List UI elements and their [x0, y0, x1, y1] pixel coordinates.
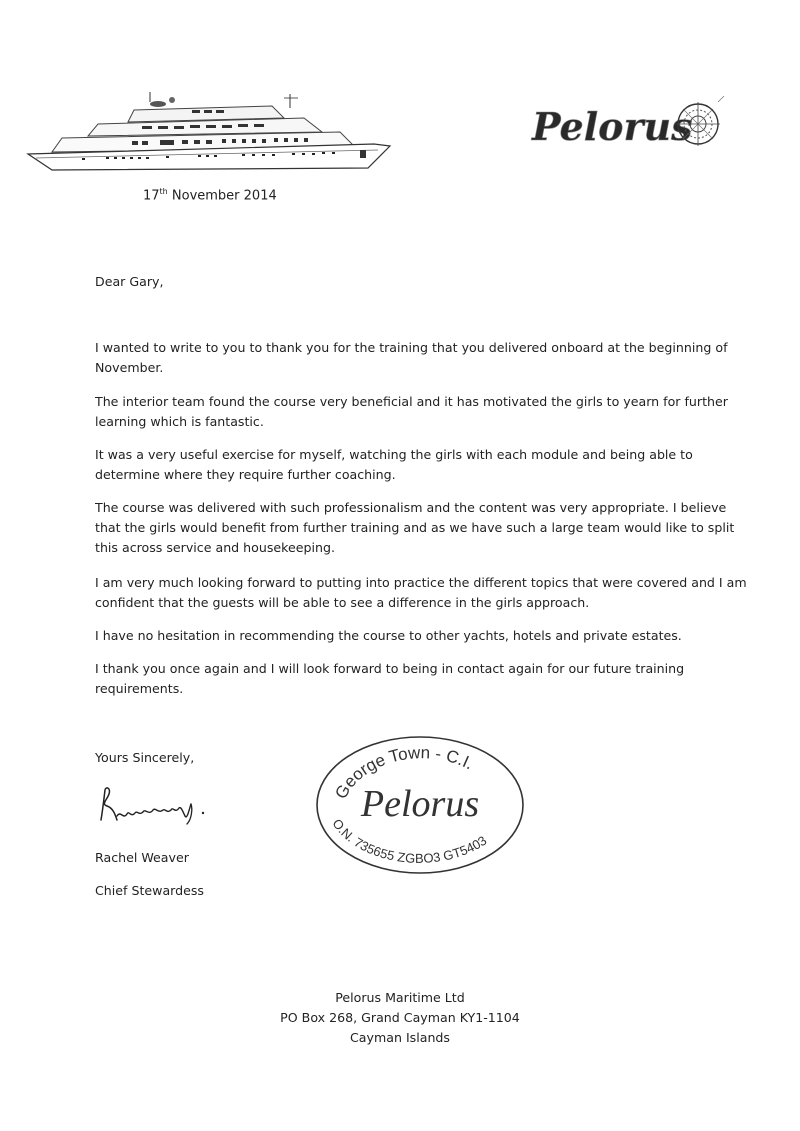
footer-address: PO Box 268, Grand Cayman KY1-1104	[280, 1010, 520, 1025]
stamp-top-text: George Town - C.I.	[331, 743, 477, 803]
body-paragraph	[95, 338, 728, 378]
yacht-illustration	[22, 88, 400, 174]
date-day: 17	[143, 188, 160, 204]
paragraph-line: determine where they require further coaching.	[95, 467, 396, 482]
company-footer	[240, 988, 560, 1048]
body-paragraph	[95, 659, 684, 699]
paragraph-line: November.	[95, 360, 164, 375]
stamp-center-text: Pelorus	[360, 783, 480, 825]
stamp-bottom-text: O.N. 735655 ZGBO3 GT5403	[329, 816, 490, 866]
signer-title: Chief Stewardess	[95, 883, 204, 898]
letter-date	[143, 187, 277, 203]
paragraph-line: this across service and housekeeping.	[95, 540, 335, 555]
paragraph-line: I am very much looking forward to putting into practice the different topics that were covered and I am	[95, 575, 747, 590]
signer-name: Rachel Weaver	[95, 850, 189, 865]
salutation: Dear Gary,	[95, 274, 164, 289]
paragraph-line: confident that the guests will be able to see a difference in the girls approach.	[95, 595, 590, 610]
footer-company-name: Pelorus Maritime Ltd	[335, 990, 465, 1005]
ship-stamp	[314, 734, 526, 876]
date-suffix: th	[159, 187, 168, 196]
paragraph-line: I wanted to write to you to thank you for the training that you delivered onboard at the beginning of	[95, 340, 728, 355]
footer-country: Cayman Islands	[350, 1030, 450, 1045]
body-paragraph	[95, 498, 734, 558]
body-paragraph	[95, 573, 747, 613]
paragraph-line: I thank you once again and I will look forward to being in contact again for our future training	[95, 661, 685, 676]
pelorus-logo	[528, 96, 734, 156]
paragraph-line: The interior team found the course very beneficial and it has motivated the girls to yearn for further	[95, 394, 728, 409]
paragraph-line: learning which is fantastic.	[95, 414, 264, 429]
closing: Yours Sincerely,	[95, 750, 195, 765]
paragraph-line: I have no hesitation in recommending the course to other yachts, hotels and private estates.	[95, 628, 682, 643]
paragraph-line: The course was delivered with such professionalism and the content was very appropriate. I believe	[95, 500, 727, 515]
logo-text: Pelorus	[532, 104, 693, 149]
body-paragraph	[95, 392, 728, 432]
handwritten-signature	[95, 780, 217, 830]
paragraph-line: It was a very useful exercise for myself, watching the girls with each module and being able to	[95, 447, 693, 462]
date-month-year: November 2014	[167, 188, 277, 204]
paragraph-line: that the girls would benefit from further training and as we have such a large team would like to split	[95, 520, 735, 535]
body-paragraph	[95, 626, 682, 646]
paragraph-line: requirements.	[95, 681, 184, 696]
body-paragraph	[95, 445, 693, 485]
